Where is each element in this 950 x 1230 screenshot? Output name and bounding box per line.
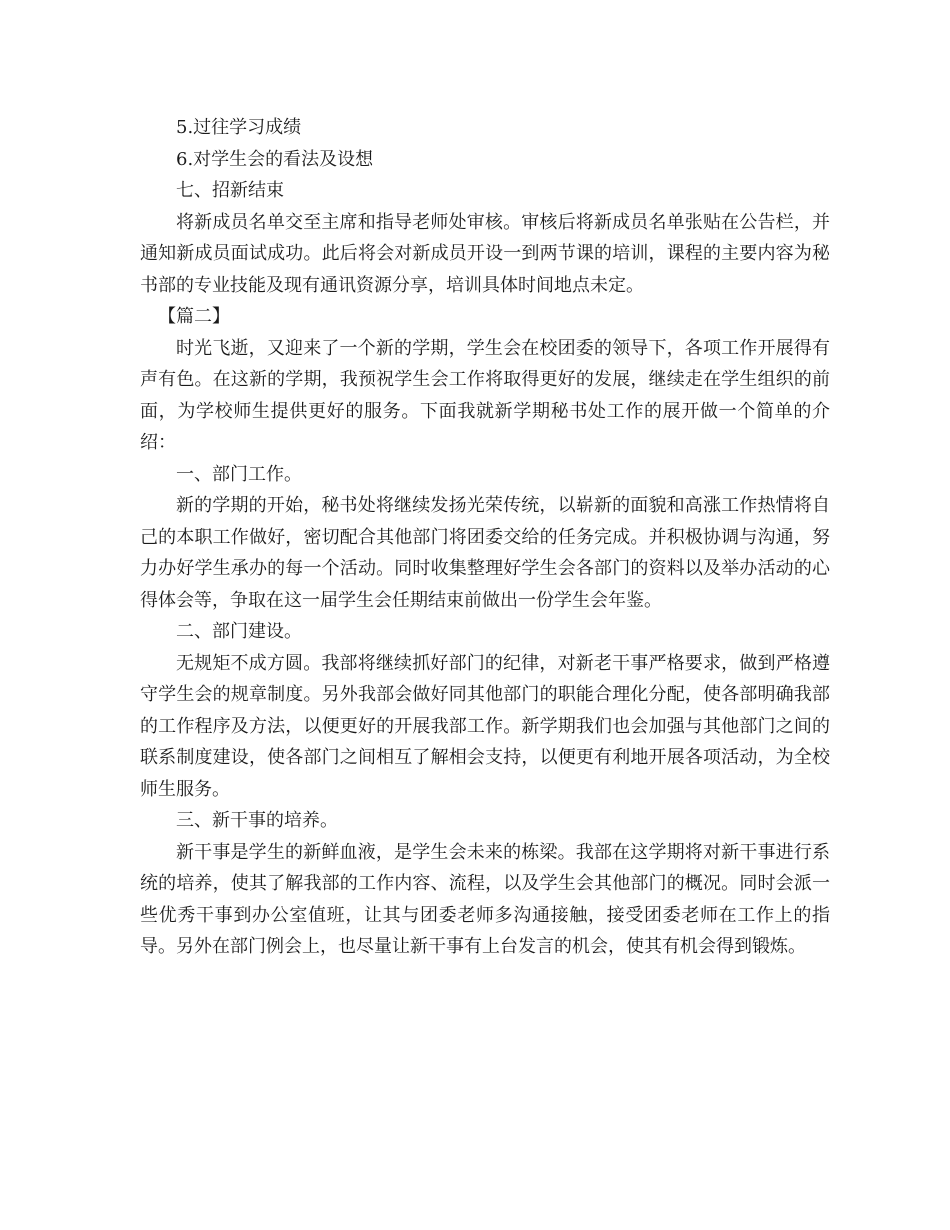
- document-page: [140, 112, 830, 963]
- section-heading-7: 七、招新结束: [176, 180, 284, 201]
- section-heading-3: 三、新干事的培养。: [176, 810, 338, 831]
- paragraph-new-staff: 新干事是学生的新鲜血液，是学生会未来的栋梁。我部在这学期将对新干事进行系统的培养，使其了解我部的工作内容、流程，以及学生会其他部门的概况。同时会派一些优秀干事到办公室值班，让其与团委老师多沟通接触，接受团委老师在工作上的指导。另外在部门例会上，也尽量让新干事有上台发言的机会，使其有机会得到锻炼。: [140, 841, 830, 957]
- paragraph-intro: 时光飞逝，又迎来了一个新的学期，学生会在校团委的领导下，各项工作开展得有声有色。在这新的学期，我预祝学生会工作将取得更好的发展，继续走在学生组织的前面，为学校师生提供更好的服务。下面我就新学期秘书处工作的展开做一个简单的介绍：: [140, 337, 830, 453]
- section-heading-1: 一、部门工作。: [176, 463, 302, 485]
- section-heading-2: 二、部门建设。: [176, 621, 302, 642]
- part-heading: 【篇二】: [158, 306, 230, 327]
- list-item-6: 6.对学生会的看法及设想: [176, 148, 374, 170]
- paragraph-dept-work: 新的学期的开始，秘书处将继续发扬光荣传统，以崭新的面貌和高涨工作热情将自己的本职工作做好，密切配合其他部门将团委交给的任务完成。并积极协调与沟通，努力办好学生承办的每一个活动。同时收集整理好学生会各部门的资料以及举办活动的心得体会等，争取在这一届学生会任期结束前做出一份学生会年鉴。: [140, 495, 830, 611]
- list-item-5: 5.过往学习成绩: [176, 117, 302, 138]
- paragraph-dept-build: 无规矩不成方圆。我部将继续抓好部门的纪律，对新老干事严格要求，做到严格遵守学生会的规章制度。另外我部会做好同其他部门的职能合理化分配，使各部明确我部的工作程序及方法，以便更好的开展我部工作。新学期我们也会加强与其他部门之间的联系制度建设，使各部门之间相互了解相会支持，以便更有利地开展各项活动，为全校师生服务。: [140, 652, 830, 800]
- paragraph-recruit-end: 将新成员名单交至主席和指导老师处审核。审核后将新成员名单张贴在公告栏，并通知新成员面试成功。此后将会对新成员开设一到两节课的培训，课程的主要内容为秘书部的专业技能及现有通讯资源分享，培训具体时间地点未定。: [140, 211, 830, 296]
